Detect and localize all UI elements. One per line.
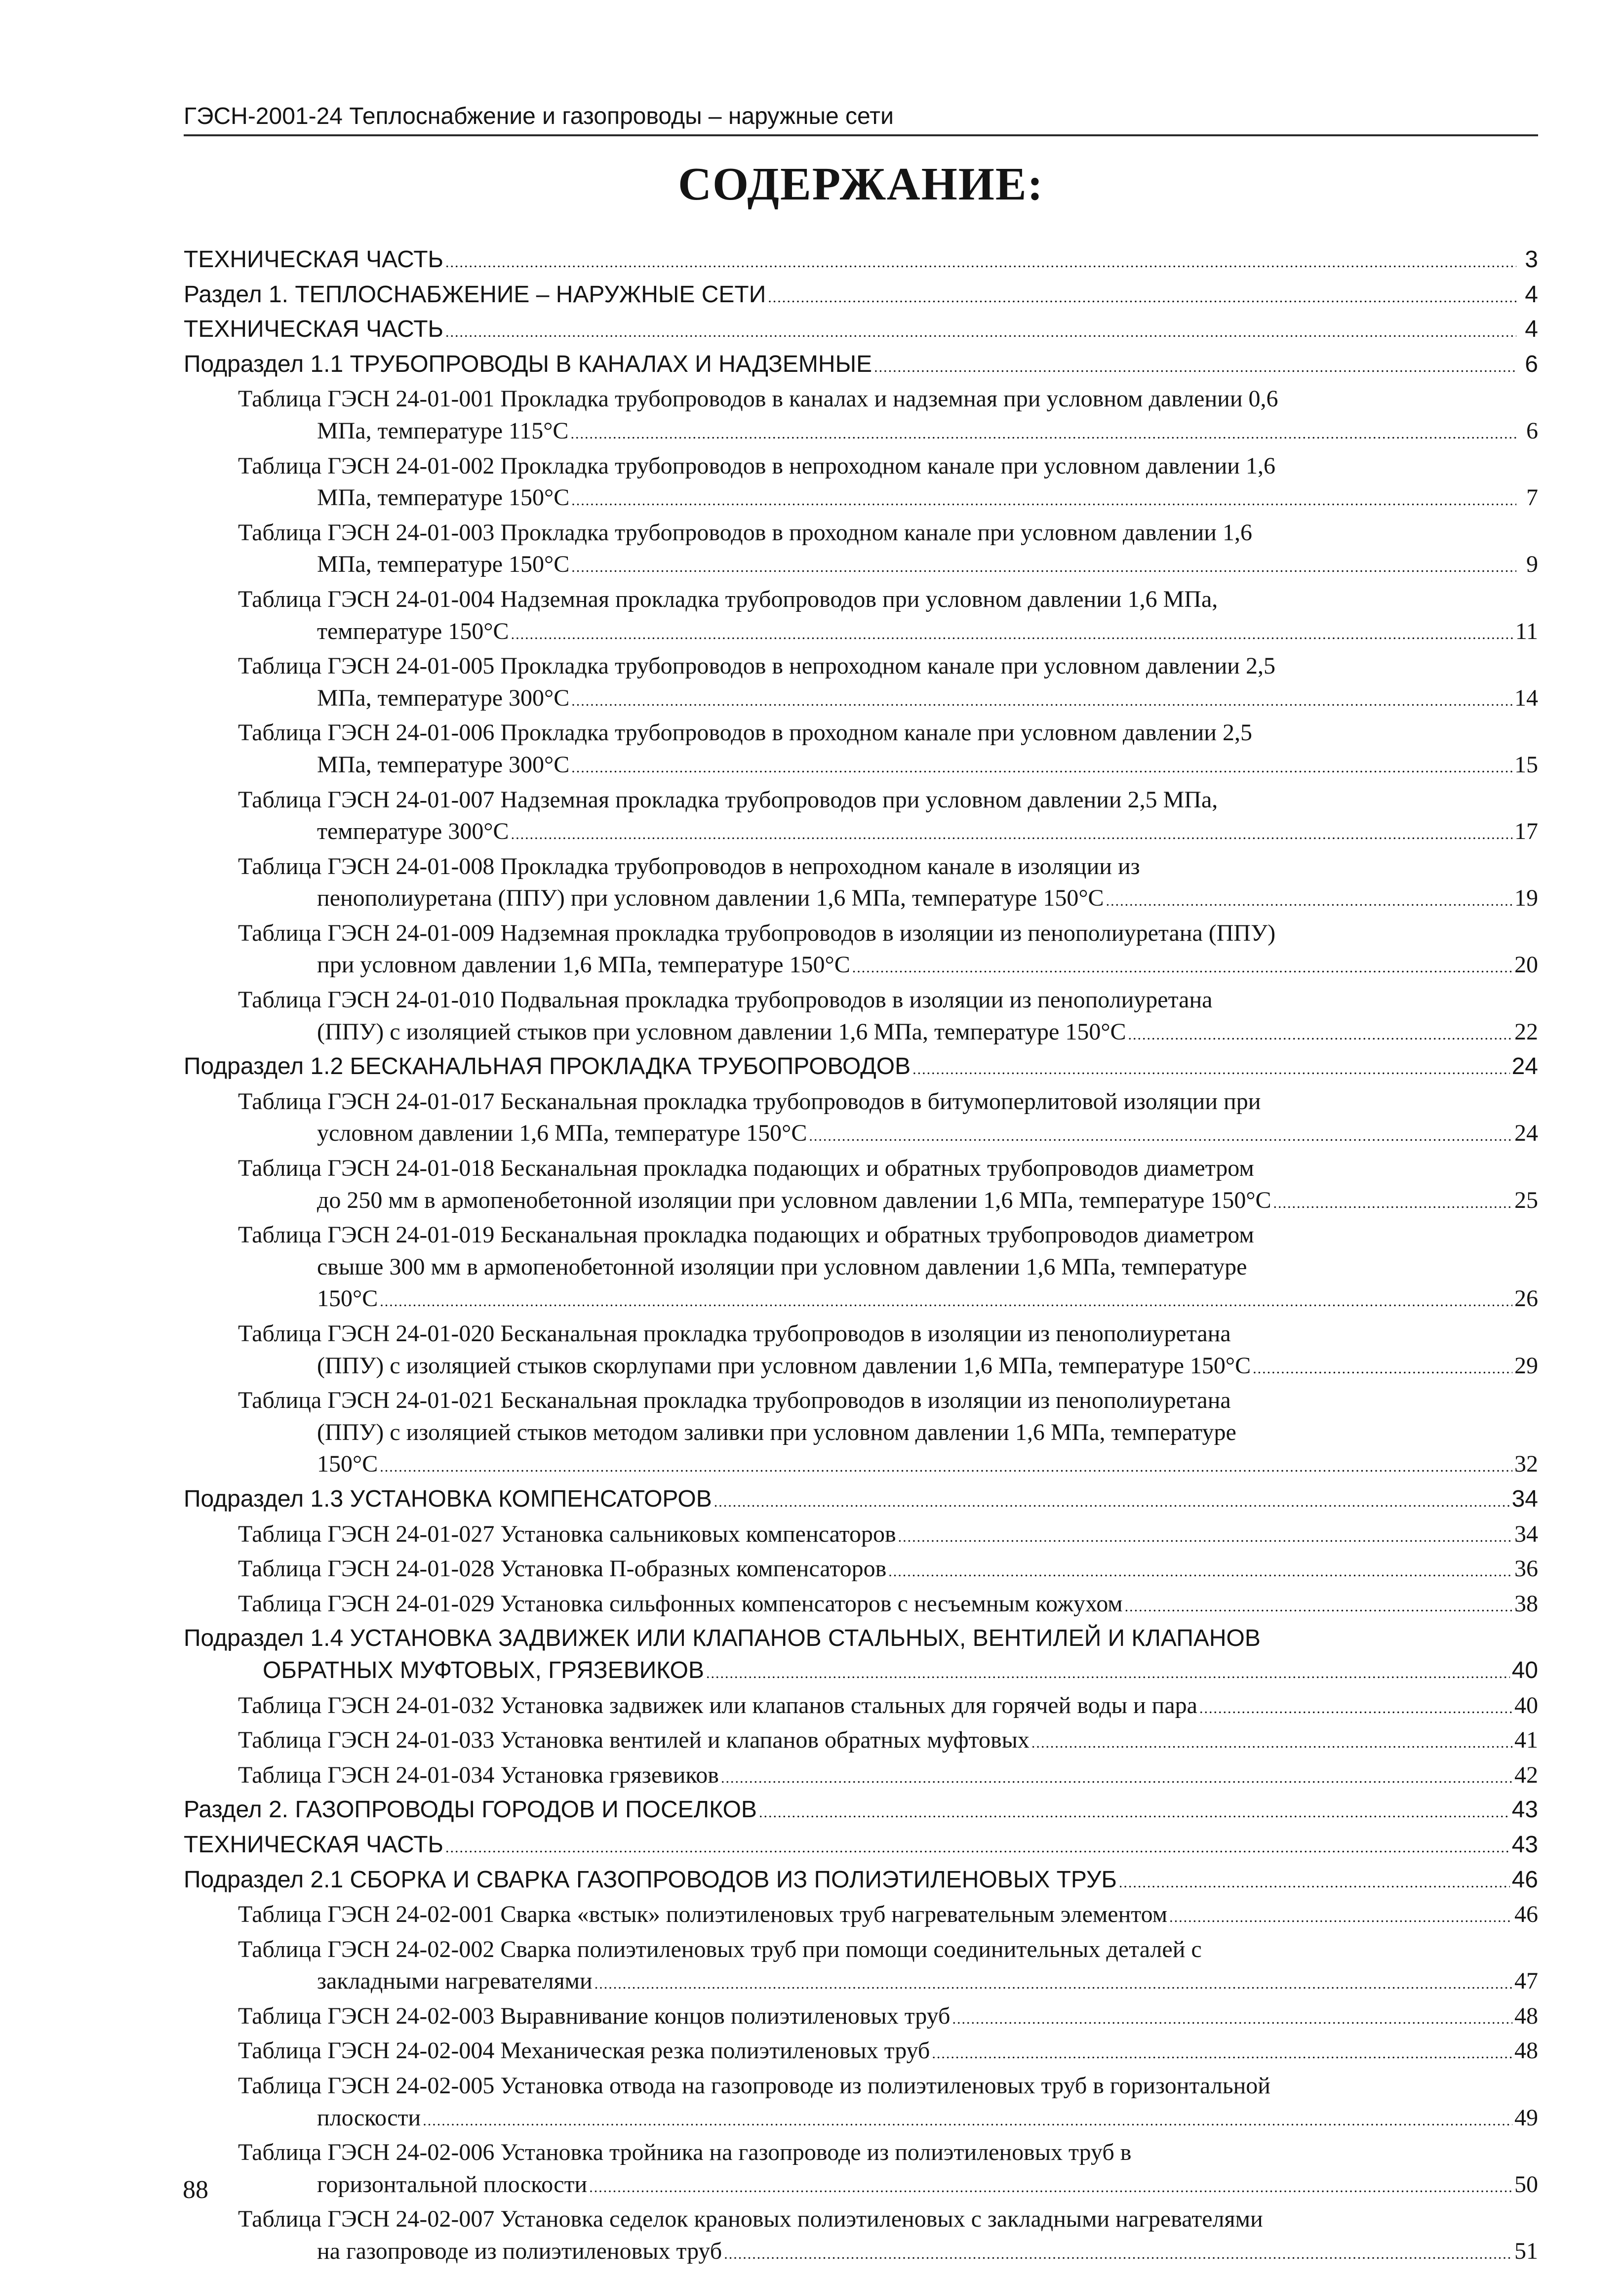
dot-leader bbox=[571, 685, 1512, 718]
toc-entry-text: Подраздел 1.4 УСТАНОВКА ЗАДВИЖЕК ИЛИ КЛАПАНОВ СТАЛЬНЫХ, ВЕНТИЛЕЙ И КЛАПАНОВ bbox=[184, 1625, 1261, 1652]
toc-page-number: 34 bbox=[1511, 1485, 1538, 1512]
dot-leader bbox=[589, 2172, 1512, 2204]
dot-leader bbox=[571, 485, 1516, 517]
toc-page-number: 40 bbox=[1511, 1657, 1538, 1683]
dot-leader bbox=[511, 819, 1512, 851]
dot-leader bbox=[874, 352, 1516, 384]
toc-page-number: 46 bbox=[1511, 1866, 1538, 1893]
dot-leader bbox=[1106, 885, 1512, 918]
dot-leader bbox=[1128, 1019, 1512, 1051]
toc-entry-text: МПа, температуре 150°С bbox=[317, 484, 570, 511]
toc-table-entry[interactable] bbox=[184, 1588, 1538, 1623]
toc-page-number: 47 bbox=[1514, 1968, 1538, 1995]
toc-table-entry[interactable] bbox=[184, 2070, 1538, 2137]
toc-entry-text: Таблица ГЭСН 24-01-028 Установка П-образных компенсаторов bbox=[238, 1556, 887, 1582]
toc-page-number: 36 bbox=[1514, 1556, 1538, 1582]
toc-table-entry[interactable] bbox=[184, 851, 1538, 918]
toc-page-number: 42 bbox=[1514, 1761, 1538, 1788]
toc-table-entry[interactable] bbox=[184, 383, 1538, 450]
dot-leader bbox=[809, 1120, 1512, 1153]
toc-table-entry[interactable] bbox=[184, 984, 1538, 1051]
toc-page-number: 26 bbox=[1514, 1285, 1538, 1312]
toc-entry-text: Таблица ГЭСН 24-01-003 Прокладка трубопроводов в проходном канале при условном давлении 1,6 bbox=[238, 519, 1252, 546]
toc-table-entry[interactable] bbox=[184, 1318, 1538, 1385]
toc-entry-text: 150°С bbox=[317, 1285, 378, 1312]
toc-entry-text: Таблица ГЭСН 24-01-021 Бесканальная прокладка трубопроводов в изоляции из пенополиуретана bbox=[238, 1387, 1231, 1414]
toc-entry-text: Таблица ГЭСН 24-02-004 Механическая резка полиэтиленовых труб bbox=[238, 2037, 930, 2064]
toc-entry-text: Таблица ГЭСН 24-02-001 Сварка «встык» полиэтиленовых труб нагревательным элементом bbox=[238, 1901, 1168, 1928]
toc-entry-text: МПа, температуре 150°С bbox=[317, 551, 570, 578]
dot-leader bbox=[594, 1968, 1512, 2000]
toc-entry-text: Таблица ГЭСН 24-01-034 Установка грязевиков bbox=[238, 1761, 719, 1788]
dot-leader bbox=[571, 752, 1512, 784]
toc-page-number: 25 bbox=[1514, 1187, 1538, 1213]
dot-leader bbox=[570, 418, 1516, 450]
toc-table-entry[interactable] bbox=[184, 584, 1538, 650]
toc-entry-text: свыше 300 мм в армопенобетонной изоляции при условном давлении 1,6 МПа, температуре bbox=[317, 1253, 1247, 1280]
toc-entry-text: Таблица ГЭСН 24-02-002 Сварка полиэтиленовых труб при помощи соединительных деталей с bbox=[238, 1936, 1202, 1962]
toc-section-entry[interactable] bbox=[184, 1794, 1538, 1829]
dot-leader bbox=[706, 1658, 1510, 1690]
dot-leader bbox=[1199, 1693, 1512, 1725]
toc-section-entry[interactable] bbox=[184, 279, 1538, 314]
toc-page-number: 48 bbox=[1514, 2002, 1538, 2029]
toc-table-entry[interactable] bbox=[184, 2203, 1538, 2270]
dot-leader bbox=[380, 1286, 1512, 1318]
dot-leader bbox=[1273, 1188, 1512, 1220]
dot-leader bbox=[1125, 1591, 1512, 1623]
dot-leader bbox=[1169, 1902, 1512, 1934]
toc-entry-text: Таблица ГЭСН 24-02-005 Установка отвода на газопроводе из полиэтиленовых труб в горизонтальной bbox=[238, 2073, 1270, 2099]
toc-entry-text: Таблица ГЭСН 24-01-018 Бесканальная прокладка подающих и обратных трубопроводов диаметром bbox=[238, 1155, 1254, 1182]
toc-page-number: 38 bbox=[1514, 1590, 1538, 1617]
toc-page-number: 51 bbox=[1514, 2238, 1538, 2265]
dot-leader bbox=[423, 2105, 1512, 2137]
toc-entry-text: Подраздел 2.1 СБОРКА И СВАРКА ГАЗОПРОВОДОВ ИЗ ПОЛИЭТИЛЕНОВЫХ ТРУБ bbox=[184, 1866, 1117, 1893]
page-title: СОДЕРЖАНИЕ: bbox=[678, 159, 1044, 210]
toc-entry-text: пенополиуретана (ППУ) при условном давлении 1,6 МПа, температуре 150°С bbox=[317, 885, 1104, 912]
toc-page-number: 24 bbox=[1511, 1053, 1538, 1080]
toc-section-entry[interactable] bbox=[184, 1623, 1538, 1689]
toc-entry-text: МПа, температуре 300°С bbox=[317, 684, 570, 711]
toc-table-entry[interactable] bbox=[184, 450, 1538, 517]
toc-entry-text: Раздел 2. ГАЗОПРОВОДЫ ГОРОДОВ И ПОСЕЛКОВ bbox=[184, 1797, 757, 1823]
toc-page-number: 3 bbox=[1525, 246, 1538, 273]
toc-entry-text: Таблица ГЭСН 24-02-003 Выравнивание концов полиэтиленовых труб bbox=[238, 2002, 951, 2029]
toc-entry-text: горизонтальной плоскости bbox=[317, 2171, 588, 2197]
toc-entry-text: температуре 300°С bbox=[317, 818, 509, 845]
toc-page-number: 6 bbox=[1525, 351, 1538, 377]
dot-leader bbox=[724, 2238, 1512, 2271]
toc-page-number: 48 bbox=[1514, 2037, 1538, 2064]
toc-entry-text: МПа, температуре 115°С bbox=[317, 417, 569, 444]
dot-leader bbox=[380, 1451, 1512, 1483]
toc-table-entry[interactable] bbox=[184, 1086, 1538, 1153]
toc-entry-text: Раздел 1. ТЕПЛОСНАБЖЕНИЕ – НАРУЖНЫЕ СЕТИ bbox=[184, 281, 766, 308]
toc-table-entry[interactable] bbox=[184, 1518, 1538, 1554]
toc-page-number: 49 bbox=[1514, 2104, 1538, 2131]
dot-leader bbox=[888, 1556, 1512, 1588]
toc-page-number: 9 bbox=[1526, 551, 1538, 578]
toc-page-number: 24 bbox=[1514, 1120, 1538, 1147]
toc-entry-text: на газопроводе из полиэтиленовых труб bbox=[317, 2238, 722, 2265]
toc-table-entry[interactable] bbox=[184, 1553, 1538, 1588]
dot-leader bbox=[445, 1832, 1510, 1864]
toc-table-entry[interactable] bbox=[184, 2035, 1538, 2070]
toc-table-entry[interactable] bbox=[184, 1153, 1538, 1219]
dot-leader bbox=[721, 1762, 1512, 1795]
toc-section-entry[interactable] bbox=[184, 1483, 1538, 1518]
toc-page-number: 15 bbox=[1514, 751, 1538, 778]
toc-entry-text: условном давлении 1,6 МПа, температуре 150°С bbox=[317, 1120, 807, 1147]
dot-leader bbox=[768, 282, 1516, 314]
dot-leader bbox=[952, 2003, 1512, 2036]
toc-table-entry[interactable] bbox=[184, 1385, 1538, 1483]
table-of-contents bbox=[184, 244, 1538, 2271]
toc-entry-text: (ППУ) с изоляцией стыков методом заливки при условном давлении 1,6 МПа, температуре bbox=[317, 1419, 1236, 1445]
toc-page-number: 4 bbox=[1525, 281, 1538, 308]
toc-entry-text: Таблица ГЭСН 24-02-007 Установка седелок крановых полиэтиленовых с закладными нагревателями bbox=[238, 2206, 1263, 2233]
toc-entry-text: Таблица ГЭСН 24-01-020 Бесканальная прокладка трубопроводов в изоляции из пенополиуретана bbox=[238, 1320, 1231, 1347]
toc-entry-text: Таблица ГЭСН 24-01-006 Прокладка трубопроводов в проходном канале при условном давлении 2,5 bbox=[238, 719, 1252, 746]
toc-entry-text: Таблица ГЭСН 24-01-029 Установка сильфонных компенсаторов с несъемным кожухом bbox=[238, 1590, 1123, 1617]
toc-page-number: 14 bbox=[1514, 684, 1538, 711]
toc-section-entry[interactable] bbox=[184, 1051, 1538, 1086]
dot-leader bbox=[1031, 1727, 1512, 1759]
toc-section-entry[interactable] bbox=[184, 349, 1538, 384]
page-number: 88 bbox=[183, 2176, 208, 2204]
toc-entry-text: Таблица ГЭСН 24-01-019 Бесканальная прокладка подающих и обратных трубопроводов диаметром bbox=[238, 1222, 1254, 1248]
toc-table-entry[interactable] bbox=[184, 2000, 1538, 2036]
toc-entry-text: Таблица ГЭСН 24-01-009 Надземная прокладка трубопроводов в изоляции из пенополиуретана (ППУ) bbox=[238, 919, 1276, 946]
toc-table-entry[interactable] bbox=[184, 1690, 1538, 1725]
toc-page-number: 50 bbox=[1514, 2171, 1538, 2197]
toc-table-entry[interactable] bbox=[184, 1759, 1538, 1795]
toc-entry-text: (ППУ) с изоляцией стыков при условном давлении 1,6 МПа, температуре 150°С bbox=[317, 1018, 1126, 1045]
dot-leader bbox=[571, 552, 1516, 584]
toc-page-number: 32 bbox=[1514, 1451, 1538, 1478]
dot-leader bbox=[852, 952, 1512, 984]
toc-entry-text: Подраздел 1.1 ТРУБОПРОВОДЫ В КАНАЛАХ И НАДЗЕМНЫЕ bbox=[184, 351, 872, 377]
toc-entry-text: Подраздел 1.3 УСТАНОВКА КОМПЕНСАТОРОВ bbox=[184, 1485, 712, 1512]
toc-table-entry[interactable] bbox=[184, 1899, 1538, 1934]
toc-page-number: 22 bbox=[1514, 1018, 1538, 1045]
dot-leader bbox=[759, 1797, 1510, 1829]
toc-page-number: 19 bbox=[1514, 885, 1538, 912]
toc-table-entry[interactable] bbox=[184, 1219, 1538, 1318]
toc-page-number: 7 bbox=[1526, 484, 1538, 511]
toc-page-number: 20 bbox=[1514, 952, 1538, 978]
toc-table-entry[interactable] bbox=[184, 1934, 1538, 2000]
toc-page-number: 34 bbox=[1514, 1520, 1538, 1547]
toc-page-number: 6 bbox=[1526, 417, 1538, 444]
toc-entry-text: Таблица ГЭСН 24-01-033 Установка вентилей и клапанов обратных муфтовых bbox=[238, 1727, 1030, 1754]
toc-table-entry[interactable] bbox=[184, 918, 1538, 984]
toc-entry-text: 150°С bbox=[317, 1451, 378, 1478]
toc-entry-text: Таблица ГЭСН 24-01-008 Прокладка трубопроводов в непроходном канале в изоляции из bbox=[238, 853, 1140, 879]
toc-table-entry[interactable] bbox=[184, 2137, 1538, 2203]
toc-section-entry[interactable] bbox=[184, 314, 1538, 349]
toc-table-entry[interactable] bbox=[184, 784, 1538, 851]
toc-entry-text: при условном давлении 1,6 МПа, температуре 150°С bbox=[317, 952, 850, 978]
toc-entry-text: Таблица ГЭСН 24-01-001 Прокладка трубопроводов в каналах и надземная при условном давлении 0,6 bbox=[238, 386, 1278, 412]
toc-page-number: 43 bbox=[1511, 1831, 1538, 1858]
dot-leader bbox=[445, 247, 1516, 279]
toc-entry-text: плоскости bbox=[317, 2104, 421, 2131]
toc-entry-text: температуре 150°С bbox=[317, 618, 509, 644]
toc-entry-text: до 250 мм в армопенобетонной изоляции при условном давлении 1,6 МПа, температуре 150°С bbox=[317, 1187, 1271, 1213]
toc-entry-text: Таблица ГЭСН 24-02-006 Установка тройника на газопроводе из полиэтиленовых труб в bbox=[238, 2139, 1132, 2166]
toc-entry-text: Таблица ГЭСН 24-01-004 Надземная прокладка трубопроводов при условном давлении 1,6 МПа, bbox=[238, 586, 1218, 612]
toc-section-entry[interactable] bbox=[184, 244, 1538, 279]
toc-entry-text: ТЕХНИЧЕСКАЯ ЧАСТЬ bbox=[184, 1831, 444, 1858]
toc-entry-text: ТЕХНИЧЕСКАЯ ЧАСТЬ bbox=[184, 246, 444, 273]
toc-table-entry[interactable] bbox=[184, 717, 1538, 784]
running-header: ГЭСН-2001-24 Теплоснабжение и газопроводы – наружные сети bbox=[184, 102, 1538, 136]
toc-section-entry[interactable] bbox=[184, 1864, 1538, 1899]
toc-entry-text: Таблица ГЭСН 24-01-032 Установка задвижек или клапанов стальных для горячей воды и пара bbox=[238, 1692, 1197, 1718]
dot-leader bbox=[898, 1521, 1512, 1554]
toc-entry-text: Подраздел 1.2 БЕСКАНАЛЬНАЯ ПРОКЛАДКА ТРУБОПРОВОДОВ bbox=[184, 1053, 911, 1080]
toc-entry-text: МПа, температуре 300°С bbox=[317, 751, 570, 778]
toc-page-number: 41 bbox=[1514, 1727, 1538, 1754]
toc-entry-text: (ППУ) с изоляцией стыков скорлупами при условном давлении 1,6 МПа, температуре 150°С bbox=[317, 1352, 1251, 1379]
toc-page-number: 29 bbox=[1514, 1352, 1538, 1379]
toc-section-entry[interactable] bbox=[184, 1829, 1538, 1864]
toc-entry-text: закладными нагревателями bbox=[317, 1968, 593, 1995]
dot-leader bbox=[1119, 1867, 1510, 1899]
toc-entry-text: Таблица ГЭСН 24-01-010 Подвальная прокладка трубопроводов в изоляции из пенополиуретана bbox=[238, 987, 1213, 1013]
toc-table-entry[interactable] bbox=[184, 517, 1538, 584]
toc-page-number: 11 bbox=[1515, 618, 1538, 644]
toc-table-entry[interactable] bbox=[184, 650, 1538, 717]
toc-entry-text: ОБРАТНЫХ МУФТОВЫХ, ГРЯЗЕВИКОВ bbox=[263, 1657, 705, 1683]
toc-page-number: 17 bbox=[1514, 818, 1538, 845]
toc-entry-text: Таблица ГЭСН 24-01-027 Установка сальниковых компенсаторов bbox=[238, 1520, 896, 1547]
toc-entry-text: Таблица ГЭСН 24-01-005 Прокладка трубопроводов в непроходном канале при условном давлении 2,5 bbox=[238, 653, 1275, 679]
dot-leader bbox=[912, 1054, 1509, 1086]
dot-leader bbox=[511, 619, 1513, 651]
dot-leader bbox=[1253, 1353, 1512, 1385]
toc-entry-text: Таблица ГЭСН 24-01-007 Надземная прокладка трубопроводов при условном давлении 2,5 МПа, bbox=[238, 786, 1218, 813]
toc-page-number: 43 bbox=[1511, 1797, 1538, 1823]
toc-page-number: 46 bbox=[1514, 1901, 1538, 1928]
toc-table-entry[interactable] bbox=[184, 1724, 1538, 1759]
dot-leader bbox=[445, 317, 1516, 349]
toc-entry-text: Таблица ГЭСН 24-01-017 Бесканальная прокладка трубопроводов в битумоперлитовой изоляции при bbox=[238, 1088, 1261, 1115]
toc-entry-text: ТЕХНИЧЕСКАЯ ЧАСТЬ bbox=[184, 316, 444, 343]
toc-page-number: 40 bbox=[1514, 1692, 1538, 1718]
dot-leader bbox=[714, 1486, 1510, 1518]
toc-entry-text: Таблица ГЭСН 24-01-002 Прокладка трубопроводов в непроходном канале при условном давлении 1,6 bbox=[238, 452, 1275, 479]
dot-leader bbox=[932, 2038, 1512, 2070]
toc-page-number: 4 bbox=[1525, 316, 1538, 343]
